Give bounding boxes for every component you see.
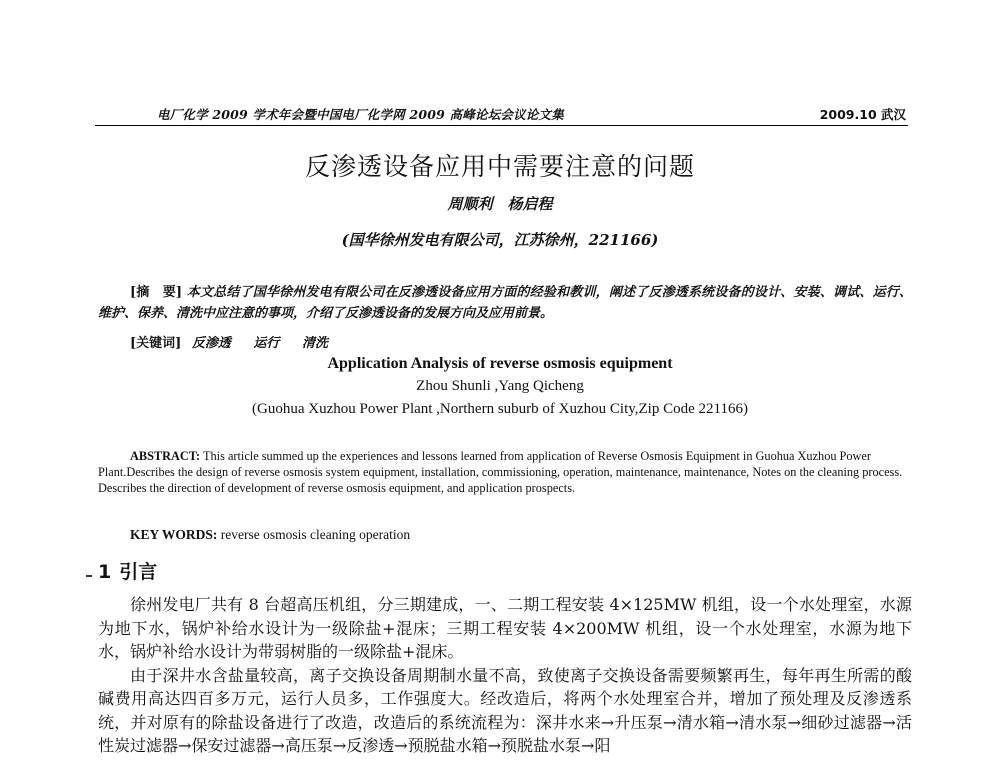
body-paragraph: 徐州发电厂共有 8 台超高压机组，分三期建成，一、二期工程安装 4×125MW 机组，设一个水处理室，水源为地下水，锅炉补给水设计为一级除盐+混床；三期工程安装 4×200MW 机组，设一个水处理室，水源为地下水，锅炉补给水设计为带弱树脂的一级除盐+混床。 xyxy=(98,595,912,661)
paper-affiliation-english: (Guohua Xuzhou Power Plant ,Northern suburb of Xuzhou City,Zip Code 221166) xyxy=(252,401,748,417)
abstract-chinese xyxy=(98,282,912,324)
running-header xyxy=(95,103,908,126)
keywords-chinese xyxy=(130,332,340,351)
keywords-english-label: KEY WORDS: xyxy=(130,527,218,542)
abstract-english-label: ABSTRACT: xyxy=(130,449,201,463)
keyword-item: 反渗透 xyxy=(191,336,231,351)
keywords-english-text: reverse osmosis cleaning operation xyxy=(220,527,411,542)
body-text xyxy=(98,593,912,758)
paper-authors-english: Zhou Shunli ,Yang Qicheng xyxy=(416,378,584,394)
paper-authors: 周顺利 杨启程 xyxy=(447,195,553,213)
keyword-item: 运行 xyxy=(253,336,280,351)
paper-title-english: Application Analysis of reverse osmosis equipment xyxy=(327,355,673,372)
header-proceedings-title: 电厂化学 2009 学术年会暨中国电厂化学网 2009 高峰论坛会议论文集 xyxy=(157,107,564,122)
paper-title: 反渗透设备应用中需要注意的问题 xyxy=(304,152,695,181)
section-heading xyxy=(98,557,157,584)
section-number: 1 xyxy=(98,561,112,583)
abstract-chinese-text: 本文总结了国华徐州发电有限公司在反渗透设备应用方面的经验和教训，阐述了反渗透系统设备的设计、安装、调试、运行、维护、保养、清洗中应注意的事项，介绍了反渗透设备的发展方向及应用前景。 xyxy=(98,285,912,321)
keyword-item: 清洗 xyxy=(301,336,328,351)
keywords-english xyxy=(130,527,410,543)
abstract-english-text: This article summed up the experiences and lessons learned from application of Reverse Osmosis Equipment in Guohua Xuzhou Power Plant.Describes the design of reverse osmosis system equipment, installation, commissioning, operation, maintenance, maintenance, Notes on the cleaning process. Describes the direction of development of reverse osmosis equipment, and application prospects. xyxy=(98,449,903,495)
abstract-english xyxy=(98,448,910,496)
paper-affiliation: (国华徐州发电有限公司，江苏徐州，221166) xyxy=(341,231,659,249)
abstract-chinese-label: [摘 要] xyxy=(130,285,183,300)
header-date-location: 2009.10 武汉 xyxy=(819,107,906,122)
margin-mark xyxy=(86,575,92,577)
body-paragraph: 由于深井水含盐量较高，离子交换设备周期制水量不高，致使离子交换设备需要频繁再生，每年再生所需的酸碱费用高达四百多万元，运行人员多，工作强度大。经改造后，将两个水处理室合并，增加了预处理及反渗透系统，并对原有的除盐设备进行了改造，改造后的系统流程为：深井水来→升压泵→清水箱→清水泵→细砂过滤器→活性炭过滤器→保安过滤器→高压泵→反渗透→预脱盐水箱→预脱盐水泵→阳 xyxy=(98,665,912,755)
keywords-chinese-label: [关键词] xyxy=(130,336,182,351)
section-title: 引言 xyxy=(119,561,158,583)
